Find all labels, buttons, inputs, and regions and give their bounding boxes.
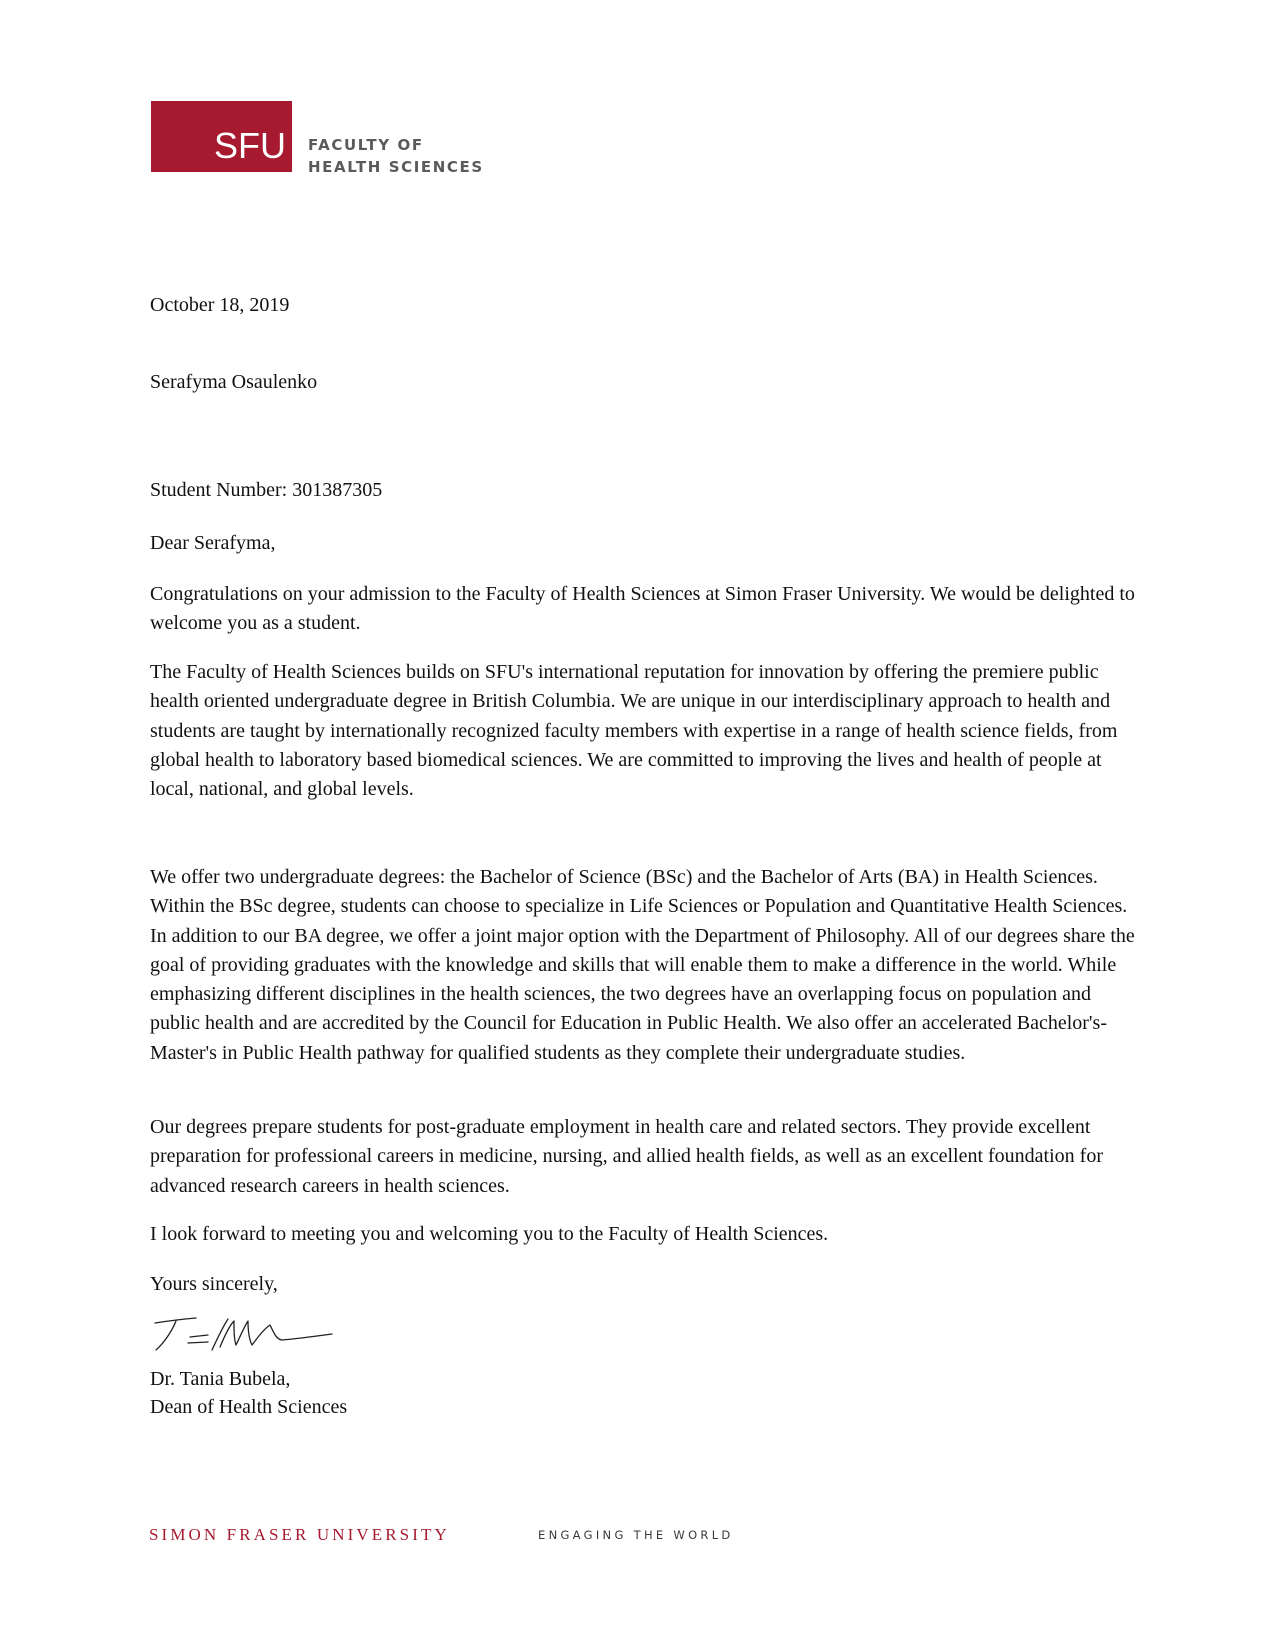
footer-university: SIMON FRASER UNIVERSITY <box>149 1525 450 1544</box>
paragraph-5-text: I look forward to meeting you and welcoming you to the Faculty of Health Sciences. <box>150 1223 829 1245</box>
paragraph-2-text: The Faculty of Health Sciences builds on SFU's international reputation for innovation by offering the premiere public health oriented undergraduate degree in British Columbia. We are unique in our interdisciplinary approach to health and students are taught by internationally recognized faculty members with expertise in a range of health science fields, from global health to laboratory based biomedical sciences. We are committed to improving the lives and health of people at local, national, and global levels. <box>150 661 1118 801</box>
paragraph-3-text: We offer two undergraduate degrees: the Bachelor of Science (BSc) and the Bachelor of Arts (BA) in Health Sciences. Within the BSc degree, students can choose to specialize in Life Sciences or Population and Quantitative Health Sciences. In addition to our BA degree, we offer a joint major option with the Department of Philosophy. All of our degrees share the goal of providing graduates with the knowledge and skills that will enable them to make a difference in the world. While emphasizing different disciplines in the health sciences, the two degrees have an overlapping focus on population and public health and are accredited by the Council for Education in Public Health. We also offer an accelerated Bachelor's-Master's in Public Health pathway for qualified students as they complete their undergraduate studies. <box>150 866 1135 1064</box>
signer-name: Dr. Tania Bubela, <box>150 1368 291 1390</box>
logo-text: SFU <box>214 125 286 166</box>
paragraph-1-text: Congratulations on your admission to the Faculty of Health Sciences at Simon Fraser University. We would be delighted to welcome you as a student. <box>150 583 1135 635</box>
student-number: Student Number: 301387305 <box>150 479 383 501</box>
faculty-name <box>308 134 484 178</box>
letter-date: October 18, 2019 <box>150 294 290 316</box>
paragraph-1 <box>150 580 1135 639</box>
signature-image <box>150 1313 335 1355</box>
faculty-name-line1: FACULTY OF <box>308 136 424 154</box>
closing: Yours sincerely, <box>150 1273 278 1295</box>
salutation: Dear Serafyma, <box>150 532 276 554</box>
sfu-logo <box>151 101 292 172</box>
recipient-name: Serafyma Osaulenko <box>150 371 318 393</box>
paragraph-2 <box>150 658 1135 804</box>
paragraph-3 <box>150 863 1135 1068</box>
paragraph-5 <box>150 1220 1135 1249</box>
faculty-name-line2: HEALTH SCIENCES <box>308 158 484 176</box>
footer-tagline: ENGAGING THE WORLD <box>538 1528 734 1542</box>
paragraph-4 <box>150 1113 1135 1201</box>
signer-title: Dean of Health Sciences <box>150 1396 348 1418</box>
paragraph-4-text: Our degrees prepare students for post-graduate employment in health care and related sectors. They provide excellent preparation for professional careers in medicine, nursing, and allied health fields, as well as an excellent foundation for advanced research careers in health sciences. <box>150 1116 1103 1197</box>
